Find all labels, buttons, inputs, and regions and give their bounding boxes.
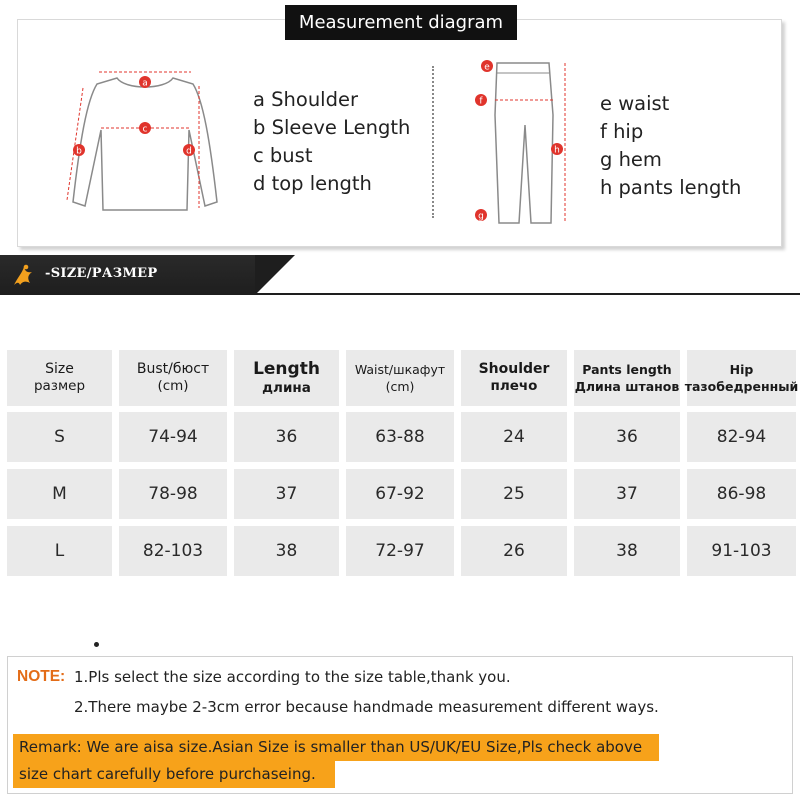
- legend-sleeve-length: b Sleeve Length: [253, 116, 411, 139]
- cell-shoulder-l: 26: [461, 526, 567, 576]
- cell-bust-m: 78-98: [119, 469, 227, 519]
- banner-title: -SIZE/РАЗМЕР: [45, 266, 158, 281]
- svg-text:e: e: [484, 62, 490, 73]
- header-hip: [684, 350, 799, 406]
- svg-text:h: h: [554, 145, 560, 156]
- pants-figure: [465, 55, 585, 230]
- legend-pants-length: h pants length: [600, 176, 742, 199]
- header-bust: [119, 350, 227, 406]
- cell-pants-length-s: 36: [574, 412, 680, 462]
- header-length-label: Length: [253, 359, 320, 379]
- top-measurement-legend: [253, 86, 410, 198]
- legend-hip: f hip: [600, 120, 644, 143]
- header-length-sublabel: длина: [262, 380, 311, 396]
- top-garment-figure: [55, 60, 235, 220]
- header-shoulder-label: Shoulder: [478, 361, 550, 377]
- svg-text:c: c: [142, 124, 148, 135]
- header-waist: [346, 350, 454, 406]
- remark-line-1: Remark: We are aisa size.Asian Size is smaller than US/UK/EU Size,Pls check above: [13, 734, 659, 761]
- header-size-label: Size: [45, 361, 74, 377]
- header-pants-length: [574, 350, 680, 406]
- cell-hip-m: 86-98: [687, 469, 796, 519]
- pants-measurement-legend: [600, 90, 741, 202]
- cell-length-l: 38: [234, 526, 339, 576]
- header-waist-label: Waist/шкафут: [354, 362, 446, 377]
- cell-size-l: L: [7, 526, 112, 576]
- cell-hip-s: 82-94: [687, 412, 796, 462]
- remark-line-2: size chart carefully before purchaseing.: [13, 761, 335, 788]
- cell-bust-s: 74-94: [119, 412, 227, 462]
- legend-hem: g hem: [600, 148, 662, 171]
- cell-length-m: 37: [234, 469, 339, 519]
- svg-text:a: a: [142, 78, 148, 89]
- legend-top-length: d top length: [253, 172, 372, 195]
- legend-shoulder: a Shoulder: [253, 88, 358, 111]
- cell-waist-l: 72-97: [346, 526, 454, 576]
- cell-bust-l: 82-103: [119, 526, 227, 576]
- svg-text:g: g: [478, 211, 484, 222]
- header-shoulder: [461, 350, 567, 406]
- note-label: NOTE:: [17, 668, 66, 685]
- note-line-2: 2.There maybe 2-3cm error because handmade measurement different ways.: [74, 698, 659, 716]
- header-hip-label: Hip: [729, 362, 754, 377]
- marker-e: [481, 60, 493, 73]
- svg-text:d: d: [186, 146, 192, 157]
- banner-tip: [255, 255, 295, 295]
- cell-length-s: 36: [234, 412, 339, 462]
- cell-size-s: S: [7, 412, 112, 462]
- notes-box: [7, 656, 793, 794]
- cell-pants-length-l: 38: [574, 526, 680, 576]
- marker-f: [475, 94, 487, 107]
- legend-bust: c bust: [253, 144, 313, 167]
- diagram-divider: [432, 66, 434, 218]
- cell-shoulder-m: 25: [461, 469, 567, 519]
- legend-waist: e waist: [600, 92, 670, 115]
- cell-size-m: M: [7, 469, 112, 519]
- stray-dot: [94, 642, 99, 647]
- size-banner: [0, 255, 800, 295]
- svg-text:f: f: [479, 96, 483, 107]
- header-length: [234, 350, 339, 406]
- cell-shoulder-s: 24: [461, 412, 567, 462]
- header-bust-sublabel: (cm): [157, 378, 189, 394]
- header-waist-sublabel: (cm): [385, 379, 415, 394]
- pants-outline: [495, 63, 553, 223]
- header-size: [7, 350, 112, 406]
- cell-hip-l: 91-103: [687, 526, 796, 576]
- cell-waist-m: 67-92: [346, 469, 454, 519]
- header-size-sublabel: размер: [33, 378, 86, 394]
- marker-g: [475, 209, 487, 222]
- top-outline: [73, 78, 217, 210]
- header-pants-length-sublabel: Длина штанов: [574, 379, 680, 394]
- diagram-title: Measurement diagram: [285, 5, 517, 40]
- header-hip-sublabel: тазобедренный: [684, 379, 799, 394]
- svg-text:b: b: [76, 146, 82, 157]
- dancer-logo-icon: [10, 263, 38, 289]
- note-line-1: 1.Pls select the size according to the size table,thank you.: [74, 668, 511, 686]
- header-shoulder-sublabel: плечо: [490, 378, 538, 394]
- cell-pants-length-m: 37: [574, 469, 680, 519]
- header-pants-length-label: Pants length: [582, 362, 672, 377]
- cell-waist-s: 63-88: [346, 412, 454, 462]
- header-bust-label: Bust/бюст: [136, 361, 210, 377]
- banner-underline: [0, 293, 800, 295]
